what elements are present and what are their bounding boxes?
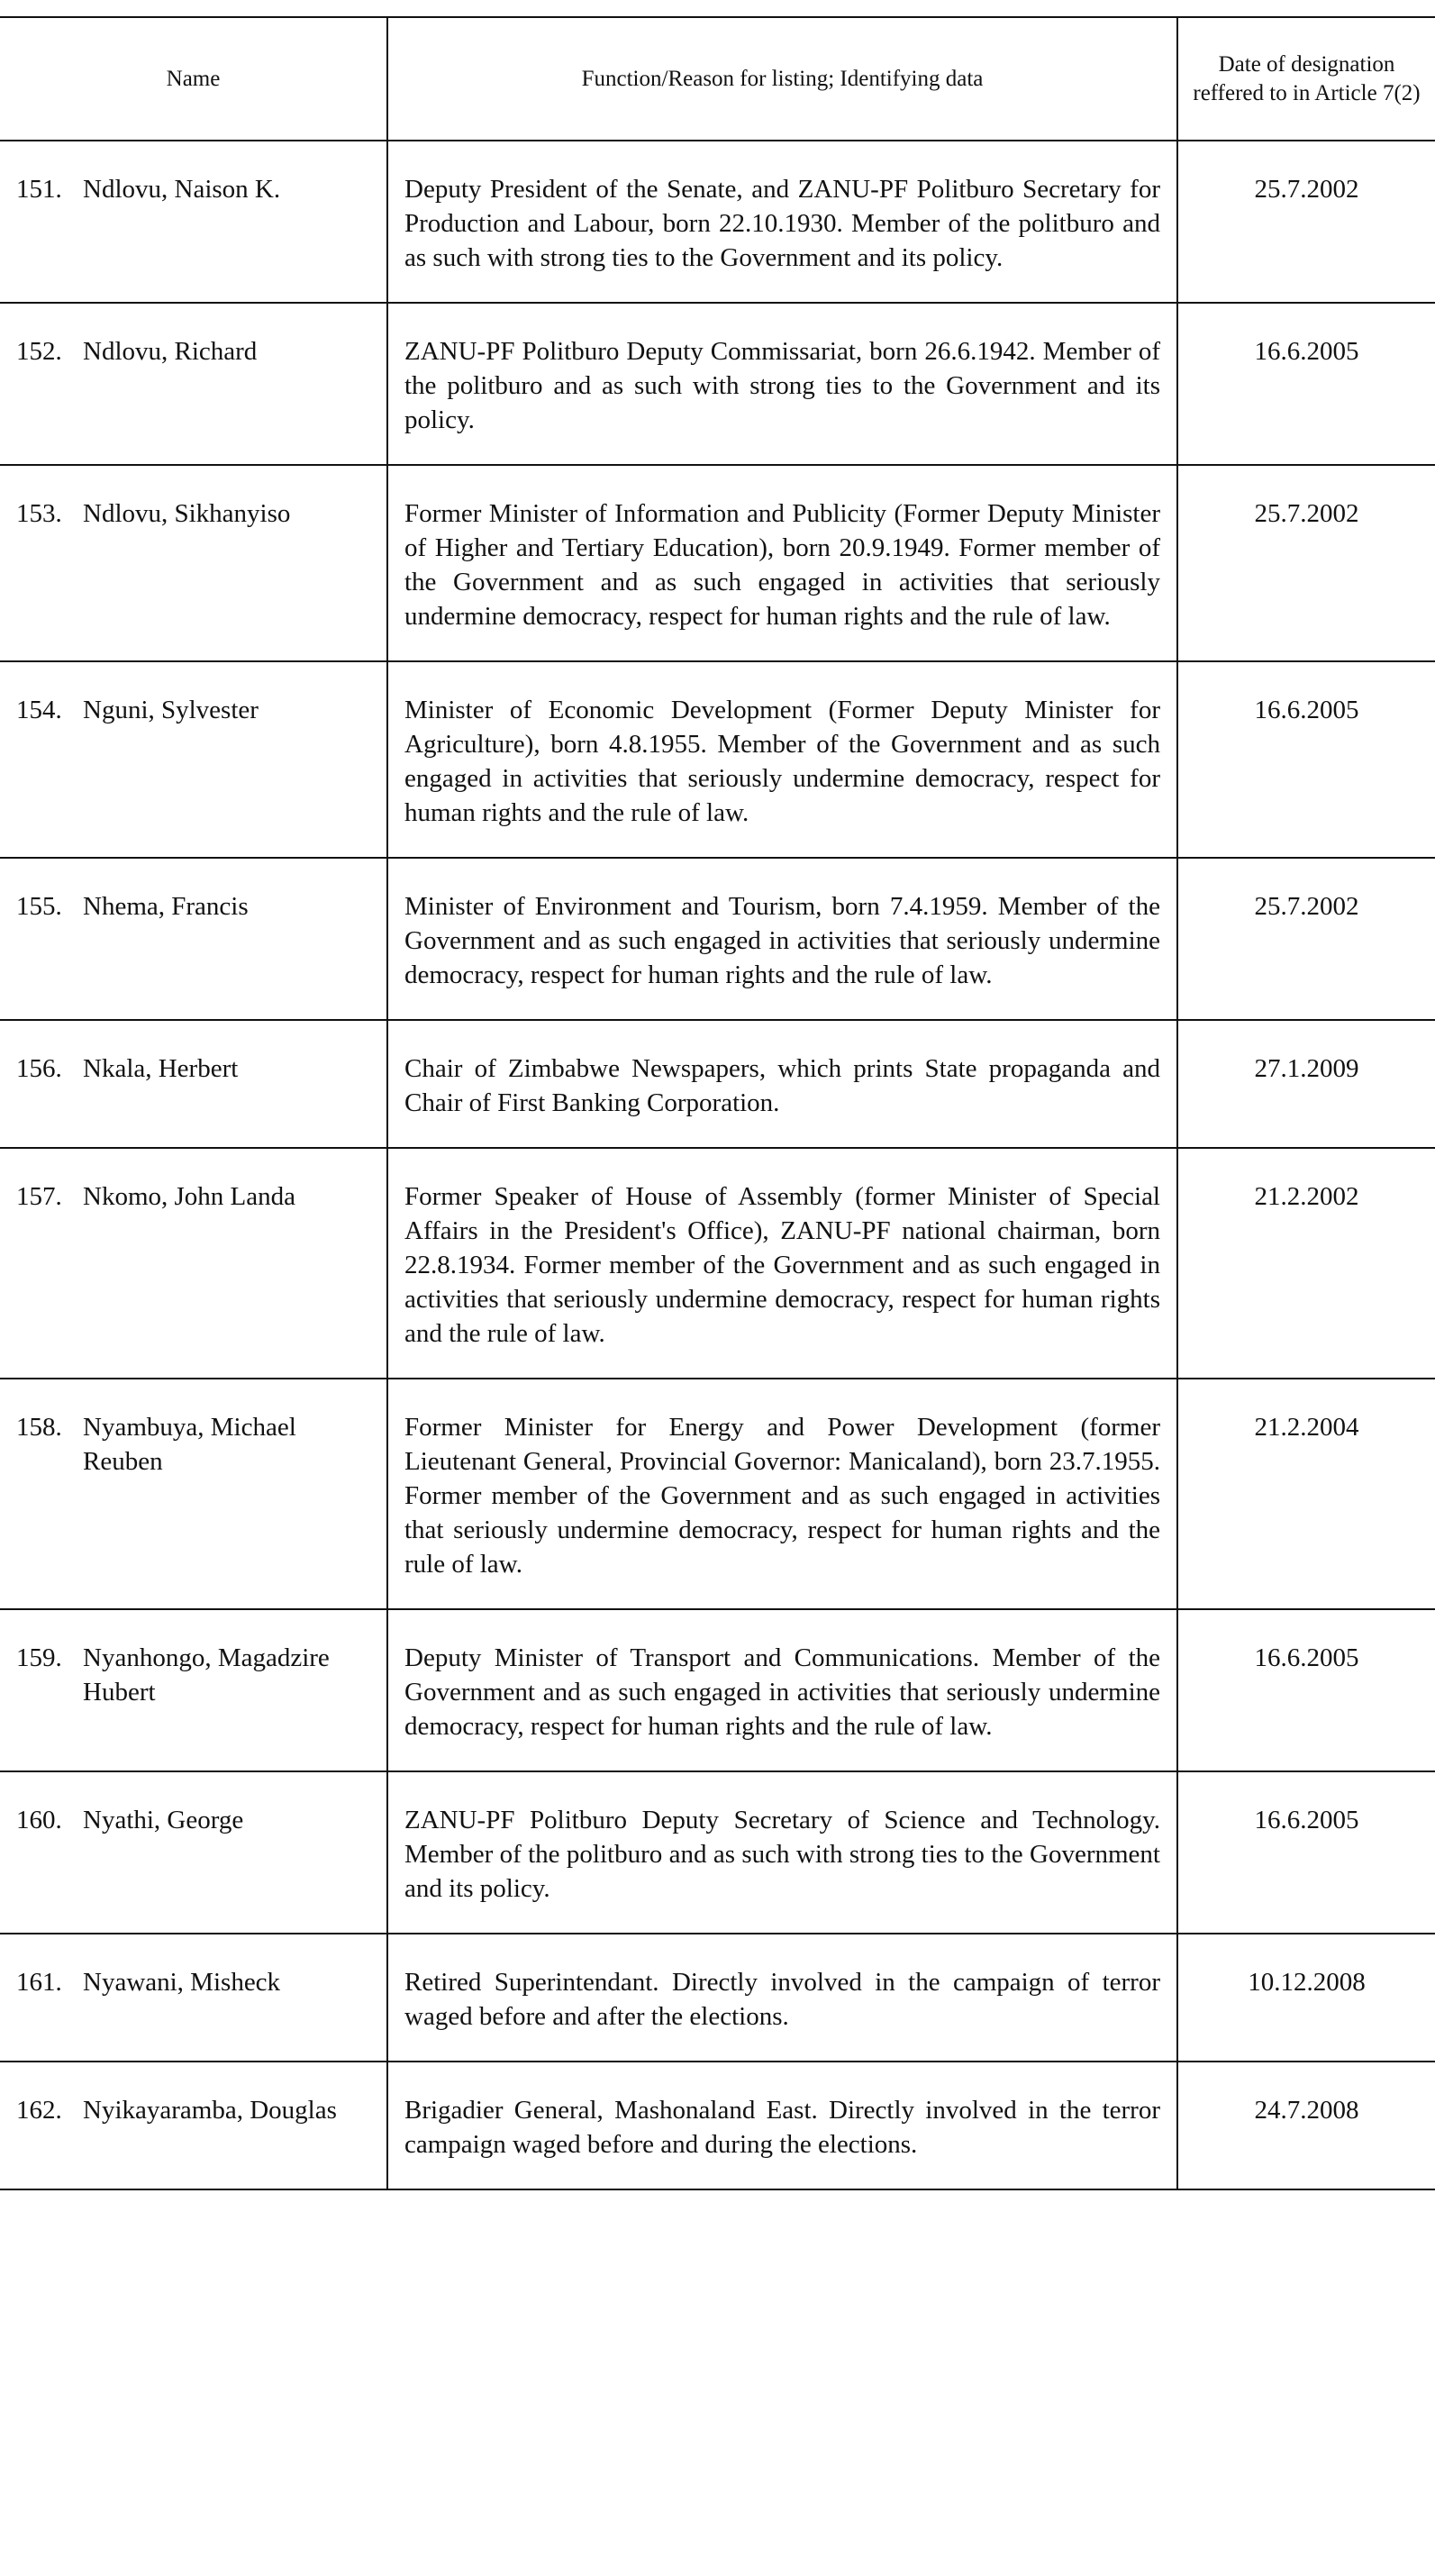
name-cell xyxy=(0,141,387,303)
name-cell xyxy=(0,1934,387,2062)
table-row xyxy=(0,141,1435,303)
table-row xyxy=(0,1934,1435,2062)
name-cell xyxy=(0,1148,387,1379)
person-name: Nyikayaramba, Douglas xyxy=(83,2096,337,2125)
table-row xyxy=(0,1609,1435,1771)
name-cell xyxy=(0,1771,387,1934)
table-row xyxy=(0,1148,1435,1379)
designation-date: 16.6.2005 xyxy=(1177,661,1435,858)
name-cell xyxy=(0,465,387,661)
designation-date: 25.7.2002 xyxy=(1177,465,1435,661)
function-cell: Minister of Environment and Tourism, born 7.4.1959. Member of the Government and as such engaged in activities that seriously undermine democracy, respect for human rights and the rule of law. xyxy=(387,858,1177,1020)
entry-number: 160. xyxy=(16,1806,62,1834)
entry-number: 162. xyxy=(16,2096,62,2125)
designation-date: 25.7.2002 xyxy=(1177,141,1435,303)
person-name: Nkomo, John Landa xyxy=(83,1182,295,1211)
designation-date: 16.6.2005 xyxy=(1177,1771,1435,1934)
entry-number: 155. xyxy=(16,892,62,921)
function-cell: Minister of Economic Development (Former Deputy Minister for Agriculture), born 4.8.1955. Member of the Government and as such engaged in activities that seriously undermine democracy, respect for human rights and the rule of law. xyxy=(387,661,1177,858)
person-name: Ndlovu, Naison K. xyxy=(83,175,281,204)
function-cell: Chair of Zimbabwe Newspapers, which prints State propaganda and Chair of First Banking Corporation. xyxy=(387,1020,1177,1148)
person-name: Nhema, Francis xyxy=(83,892,249,921)
table-row xyxy=(0,465,1435,661)
table-row xyxy=(0,2062,1435,2189)
entry-number: 154. xyxy=(16,696,62,724)
person-name: Nyawani, Misheck xyxy=(83,1968,281,1997)
table-row xyxy=(0,1771,1435,1934)
designation-date: 16.6.2005 xyxy=(1177,1609,1435,1771)
entry-number: 156. xyxy=(16,1054,62,1083)
designation-date: 21.2.2002 xyxy=(1177,1148,1435,1379)
person-name: Nguni, Sylvester xyxy=(83,696,259,724)
designation-date: 16.6.2005 xyxy=(1177,303,1435,465)
entry-number: 153. xyxy=(16,499,62,528)
designation-date: 21.2.2004 xyxy=(1177,1379,1435,1609)
function-cell: Former Speaker of House of Assembly (former Minister of Special Affairs in the President's Office), ZANU-PF national chairman, born 22.8.1934. Former member of the Government and as such engaged in activities that seriously undermine democracy, respect for human rights and the rule of law. xyxy=(387,1148,1177,1379)
header-date: Date of designation reffered to in Article 7(2) xyxy=(1177,17,1435,141)
table-row xyxy=(0,1020,1435,1148)
name-cell xyxy=(0,1379,387,1609)
function-cell: Former Minister of Information and Publicity (Former Deputy Minister of Higher and Tertiary Education), born 20.9.1949. Former member of the Government and as such engaged in activities that seriously undermine democracy, respect for human rights and the rule of law. xyxy=(387,465,1177,661)
header-name: Name xyxy=(166,66,221,91)
function-cell: ZANU-PF Politburo Deputy Commissariat, born 26.6.1942. Member of the politburo and as such with strong ties to the Government and its policy. xyxy=(387,303,1177,465)
person-name: Ndlovu, Richard xyxy=(83,337,258,366)
function-cell: Deputy President of the Senate, and ZANU-PF Politburo Secretary for Production and Labour, born 22.10.1930. Member of the politburo and as such with strong ties to the Government and its policy. xyxy=(387,141,1177,303)
name-cell xyxy=(0,2062,387,2189)
table-row xyxy=(0,303,1435,465)
designation-table xyxy=(0,16,1435,2190)
entry-number: 152. xyxy=(16,337,62,366)
name-cell xyxy=(0,1020,387,1148)
function-cell: Retired Superintendant. Directly involved in the campaign of terror waged before and after the elections. xyxy=(387,1934,1177,2062)
function-cell: Brigadier General, Mashonaland East. Directly involved in the terror campaign waged before and during the elections. xyxy=(387,2062,1177,2189)
entry-number: 151. xyxy=(16,175,62,204)
entry-number: 161. xyxy=(16,1968,62,1997)
person-name: Ndlovu, Sikhanyiso xyxy=(83,499,291,528)
table-header-row xyxy=(0,17,1435,141)
name-cell xyxy=(0,303,387,465)
designation-date: 27.1.2009 xyxy=(1177,1020,1435,1148)
table-body xyxy=(0,141,1435,2189)
name-cell xyxy=(0,858,387,1020)
entry-number: 159. xyxy=(16,1643,62,1672)
designation-date: 10.12.2008 xyxy=(1177,1934,1435,2062)
table-row xyxy=(0,1379,1435,1609)
function-cell: Deputy Minister of Transport and Communications. Member of the Government and as such engaged in activities that seriously undermine democracy, respect for human rights and the rule of law. xyxy=(387,1609,1177,1771)
function-cell: ZANU-PF Politburo Deputy Secretary of Science and Technology. Member of the politburo and as such with strong ties to the Government and its policy. xyxy=(387,1771,1177,1934)
person-name: Nyathi, George xyxy=(83,1806,244,1834)
name-cell xyxy=(0,661,387,858)
table-row xyxy=(0,661,1435,858)
person-name: Nkala, Herbert xyxy=(83,1054,239,1083)
table-row xyxy=(0,858,1435,1020)
person-name: Nyanhongo, Magadzire Hubert xyxy=(83,1643,330,1707)
header-function: Function/Reason for listing; Identifying data xyxy=(387,17,1177,141)
entry-number: 158. xyxy=(16,1413,62,1442)
designation-date: 25.7.2002 xyxy=(1177,858,1435,1020)
name-cell xyxy=(0,1609,387,1771)
function-cell: Former Minister for Energy and Power Development (former Lieutenant General, Provincial Governor: Manicaland), born 23.7.1955. Former member of the Government and as such engaged in activities that seriously undermine democracy, respect for human rights and the rule of law. xyxy=(387,1379,1177,1609)
person-name: Nyambuya, Michael Reuben xyxy=(83,1413,296,1476)
designation-date: 24.7.2008 xyxy=(1177,2062,1435,2189)
entry-number: 157. xyxy=(16,1182,62,1211)
